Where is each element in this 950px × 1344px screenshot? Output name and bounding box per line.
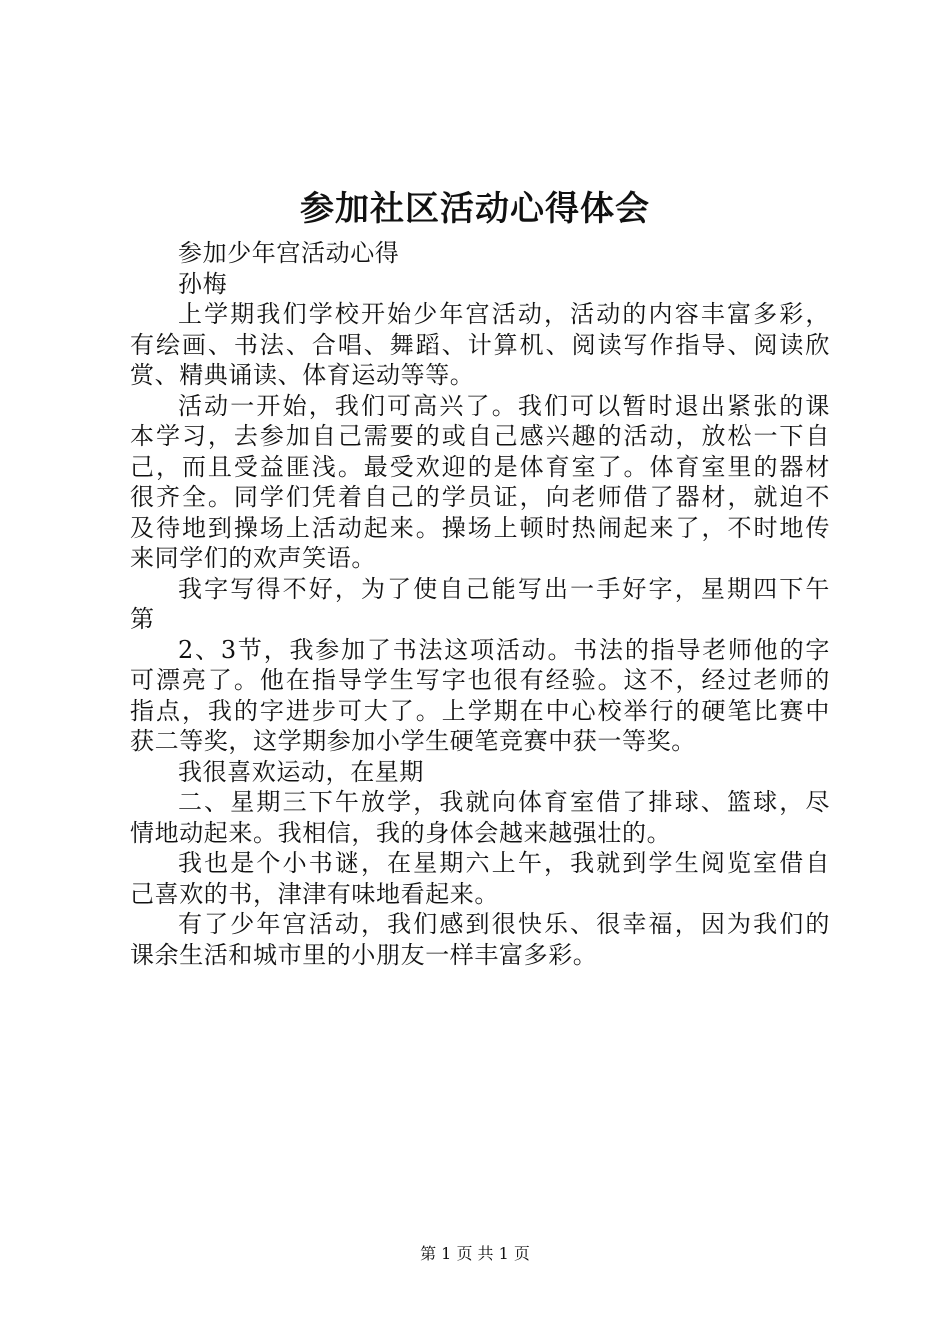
paragraph-line: 2、3节，我参加了书法这项活动。书法的指导老师他的字	[178, 635, 830, 664]
author-line: 孙梅	[178, 269, 228, 298]
paragraph-line: 及待地到操场上活动起来。操场上顿时热闹起来了，不时地传	[130, 513, 830, 542]
paragraph-line: 获二等奖，这学期参加小学生硬笔竞赛中获一等奖。	[130, 727, 696, 755]
paragraph-line: 指点，我的字进步可大了。上学期在中心校举行的硬笔比赛中	[130, 696, 830, 725]
subtitle-line: 参加少年宫活动心得	[178, 239, 400, 267]
paragraph-line: 我很喜欢运动，在星期	[178, 757, 424, 786]
paragraph-line: 有了少年宫活动，我们感到很快乐、很幸福，因为我们的	[178, 910, 830, 938]
paragraph-line: 很齐全。同学们凭着自己的学员证，向老师借了器材，就迫不	[130, 483, 830, 511]
page-number-footer: 第 1 页 共 1 页	[420, 1244, 530, 1263]
paragraph-line: 上学期我们学校开始少年宫活动，活动的内容丰富多彩，	[178, 300, 830, 328]
paragraph-line: 可漂亮了。他在指导学生写字也很有经验。这不，经过老师的	[130, 666, 830, 694]
paragraph-line: 本学习，去参加自己需要的或自己感兴趣的活动，放松一下自	[130, 422, 830, 450]
paragraph-line: 己，而且受益匪浅。最受欢迎的是体育室了。体育室里的器材	[130, 452, 830, 481]
paragraph-line: 来同学们的欢声笑语。	[130, 544, 376, 572]
paragraph-line: 活动一开始，我们可高兴了。我们可以暂时退出紧张的课	[178, 391, 830, 420]
paragraph-line: 有绘画、书法、合唱、舞蹈、计算机、阅读写作指导、阅读欣	[130, 330, 830, 359]
document-title: 参加社区活动心得体会	[300, 189, 650, 229]
document-body	[130, 238, 830, 970]
paragraph-line: 己喜欢的书，津津有味地看起来。	[130, 879, 499, 908]
paragraph-line: 赏、精典诵读、体育运动等等。	[130, 361, 475, 389]
paragraph-line: 我字写得不好，为了使自己能写出一手好字，星期四下午	[178, 574, 830, 603]
paragraph-line: 第	[130, 605, 155, 633]
paragraph-line: 情地动起来。我相信，我的身体会越来越强壮的。	[130, 818, 672, 847]
paragraph-line: 二、星期三下午放学，我就向体育室借了排球、篮球，尽	[178, 788, 830, 816]
paragraph-line: 我也是个小书谜，在星期六上午，我就到学生阅览室借自	[178, 849, 830, 877]
paragraph-line: 课余生活和城市里的小朋友一样丰富多彩。	[130, 940, 598, 969]
